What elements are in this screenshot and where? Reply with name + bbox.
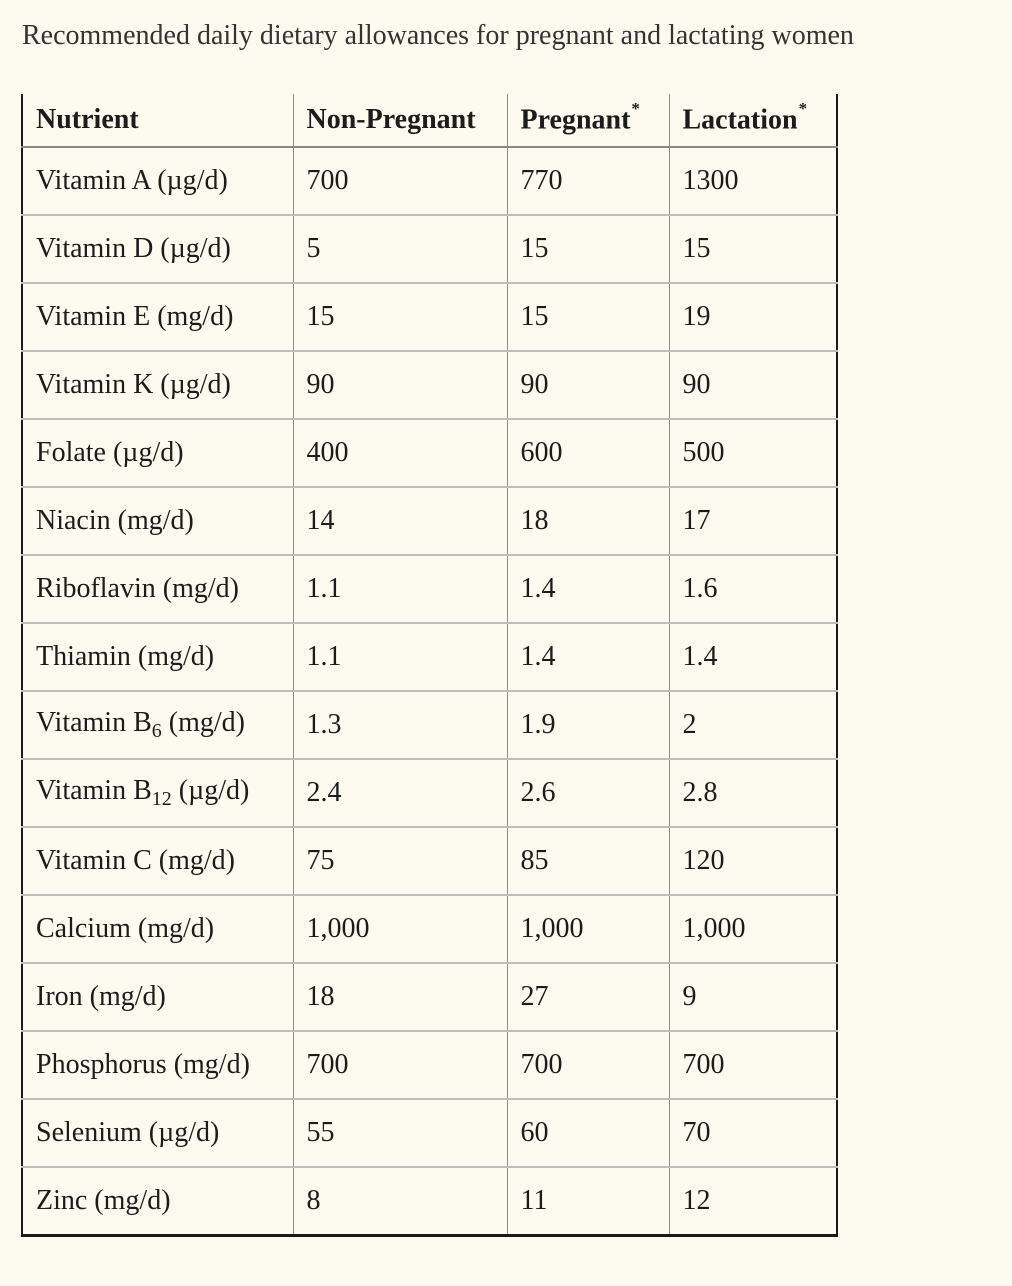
cell-non-pregnant: 90 (293, 351, 507, 419)
table-row (22, 963, 837, 1031)
nutrient-unit: (µg/d) (171, 775, 250, 806)
cell-nutrient: Vitamin E (mg/d) (22, 283, 293, 351)
cell-non-pregnant: 1.3 (293, 691, 507, 759)
cell-pregnant: 1.4 (507, 555, 669, 623)
table-caption: Recommended daily dietary allowances for pregnant and lactating women (22, 20, 854, 51)
cell-nutrient: Iron (mg/d) (22, 963, 293, 1031)
cell-nutrient: Vitamin A (µg/d) (22, 147, 293, 215)
cell-non-pregnant: 55 (293, 1099, 507, 1167)
cell-pregnant: 700 (507, 1031, 669, 1099)
table-row (22, 1167, 837, 1236)
cell-lactation: 1,000 (669, 895, 837, 963)
cell-nutrient: Folate (µg/d) (22, 419, 293, 487)
nutrient-name: Vitamin B (36, 775, 152, 806)
cell-lactation: 700 (669, 1031, 837, 1099)
table-row (22, 487, 837, 555)
cell-non-pregnant: 400 (293, 419, 507, 487)
header-row (22, 94, 837, 147)
nutrient-subscript: 6 (151, 720, 162, 742)
cell-lactation: 70 (669, 1099, 837, 1167)
cell-lactation: 17 (669, 487, 837, 555)
cell-non-pregnant: 75 (293, 827, 507, 895)
cell-pregnant: 85 (507, 827, 669, 895)
cell-pregnant: 11 (507, 1167, 669, 1236)
footnote-marker: * (631, 99, 640, 119)
cell-pregnant: 770 (507, 147, 669, 215)
table-row (22, 1099, 837, 1167)
cell-non-pregnant: 15 (293, 283, 507, 351)
table-body (22, 147, 837, 1236)
nutrient-unit: (mg/d) (161, 707, 245, 738)
cell-non-pregnant: 5 (293, 215, 507, 283)
cell-non-pregnant: 18 (293, 963, 507, 1031)
cell-nutrient (22, 691, 293, 759)
cell-lactation: 12 (669, 1167, 837, 1236)
cell-lactation: 2.8 (669, 759, 837, 827)
cell-lactation: 2 (669, 691, 837, 759)
header-nutrient: Nutrient (22, 94, 293, 147)
table-row (22, 827, 837, 895)
cell-pregnant: 600 (507, 419, 669, 487)
table-header (22, 94, 837, 147)
cell-non-pregnant: 14 (293, 487, 507, 555)
table-row (22, 759, 837, 827)
cell-pregnant: 27 (507, 963, 669, 1031)
nutrient-subscript: 12 (151, 788, 172, 810)
cell-lactation: 90 (669, 351, 837, 419)
rda-table (21, 94, 838, 1237)
table-row (22, 147, 837, 215)
cell-lactation: 500 (669, 419, 837, 487)
cell-pregnant: 1.4 (507, 623, 669, 691)
cell-nutrient: Zinc (mg/d) (22, 1167, 293, 1236)
cell-nutrient: Niacin (mg/d) (22, 487, 293, 555)
cell-nutrient: Riboflavin (mg/d) (22, 555, 293, 623)
cell-nutrient: Calcium (mg/d) (22, 895, 293, 963)
header-lactation-label: Lactation (682, 104, 798, 136)
table-row (22, 1031, 837, 1099)
table-row (22, 419, 837, 487)
cell-non-pregnant: 700 (293, 147, 507, 215)
cell-non-pregnant: 2.4 (293, 759, 507, 827)
cell-lactation: 1.4 (669, 623, 837, 691)
table-row (22, 283, 837, 351)
header-non-pregnant: Non-Pregnant (293, 94, 507, 147)
table-row (22, 555, 837, 623)
cell-nutrient: Thiamin (mg/d) (22, 623, 293, 691)
cell-lactation: 15 (669, 215, 837, 283)
cell-pregnant: 2.6 (507, 759, 669, 827)
cell-pregnant: 15 (507, 215, 669, 283)
table-row (22, 623, 837, 691)
cell-pregnant: 60 (507, 1099, 669, 1167)
table-row (22, 895, 837, 963)
cell-nutrient: Phosphorus (mg/d) (22, 1031, 293, 1099)
cell-pregnant: 90 (507, 351, 669, 419)
cell-lactation: 1300 (669, 147, 837, 215)
header-lactation (669, 94, 837, 147)
cell-nutrient: Vitamin C (mg/d) (22, 827, 293, 895)
cell-non-pregnant: 1,000 (293, 895, 507, 963)
cell-lactation: 19 (669, 283, 837, 351)
header-pregnant-label: Pregnant (520, 104, 631, 136)
footnote-marker: * (798, 99, 808, 119)
table-row (22, 215, 837, 283)
cell-non-pregnant: 1.1 (293, 555, 507, 623)
cell-non-pregnant: 1.1 (293, 623, 507, 691)
cell-pregnant: 1,000 (507, 895, 669, 963)
cell-lactation: 120 (669, 827, 837, 895)
cell-nutrient: Vitamin K (µg/d) (22, 351, 293, 419)
cell-nutrient: Selenium (µg/d) (22, 1099, 293, 1167)
cell-pregnant: 1.9 (507, 691, 669, 759)
cell-nutrient (22, 759, 293, 827)
table-row (22, 351, 837, 419)
cell-pregnant: 18 (507, 487, 669, 555)
header-pregnant (507, 94, 669, 147)
cell-nutrient: Vitamin D (µg/d) (22, 215, 293, 283)
cell-non-pregnant: 8 (293, 1167, 507, 1236)
table-row (22, 691, 837, 759)
cell-pregnant: 15 (507, 283, 669, 351)
cell-lactation: 1.6 (669, 555, 837, 623)
cell-non-pregnant: 700 (293, 1031, 507, 1099)
nutrient-name: Vitamin B (36, 707, 152, 738)
cell-lactation: 9 (669, 963, 837, 1031)
